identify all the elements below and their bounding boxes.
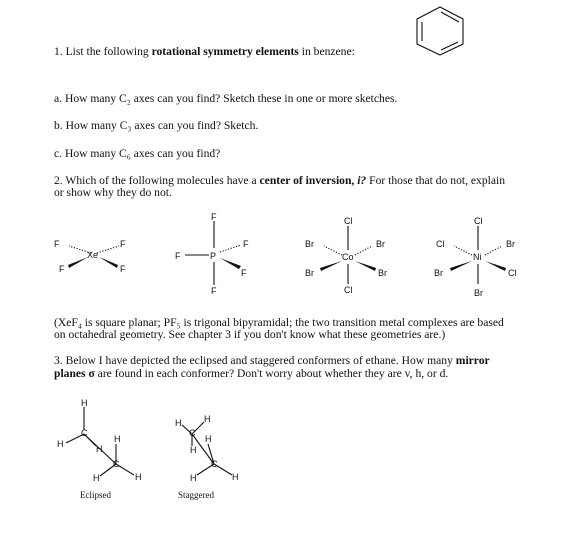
staggered-atom-c1: C — [189, 428, 196, 438]
q1-part-c: c. How many C₆ axes can you find? — [54, 147, 221, 160]
q2-prompt-line2: or show why they do not. — [54, 186, 172, 199]
pf5-ligand-f-lower-right: F — [241, 268, 247, 278]
staggered-atom-h6: H — [232, 472, 239, 482]
ni-ligand-br-bottom: Br — [474, 288, 483, 298]
q3-prompt-line1: 3. Below I have depicted the eclipsed and staggered conformers of ethane. How many mirror — [54, 354, 490, 367]
ni-ligand-cl-upper-left: Cl — [436, 239, 445, 249]
xef4-center-xe: Xe — [87, 250, 99, 260]
staggered-atom-h5: H — [190, 473, 197, 483]
ni-center: Ni — [473, 252, 482, 262]
eclipsed-atom-c2: C — [113, 459, 120, 469]
co-ligand-cl-bottom: Cl — [344, 285, 353, 295]
ni-ligand-cl-lower-right: Cl — [508, 268, 517, 278]
pf5-ligand-f-upper-right: F — [243, 239, 249, 249]
xef4-ligand-f1: F — [54, 239, 60, 249]
ni-ligand-cl-top: Cl — [474, 216, 483, 226]
pf5-ligand-f-top: F — [211, 212, 217, 222]
eclipsed-atom-h4: H — [114, 434, 121, 444]
xef4-ligand-f3: F — [59, 264, 65, 274]
xef4-structure — [55, 228, 125, 278]
q1-part-a: a. How many C₂ axes can you find? Sketch these in one or more sketches. — [54, 92, 398, 105]
ethane-staggered-structure — [152, 398, 252, 488]
pf5-ligand-f-left: F — [175, 251, 181, 261]
eclipsed-label: Eclipsed — [80, 490, 111, 500]
eclipsed-atom-h1: H — [81, 398, 88, 408]
co-ligand-br-upper-left: Br — [305, 239, 314, 249]
eclipsed-atom-c1: C — [81, 428, 88, 438]
q2-geometry-note-line1: (XeF₄ is square planar; PF₅ is trigonal bipyramidal; the two transition metal complexes are based — [54, 316, 504, 329]
xef4-ligand-f4: F — [120, 264, 126, 274]
staggered-label: Staggered — [178, 490, 214, 500]
co-center: Co — [342, 252, 354, 262]
eclipsed-atom-h5: H — [93, 473, 100, 483]
co-ligand-cl-top: Cl — [344, 216, 353, 226]
staggered-atom-h2: H — [204, 414, 211, 424]
eclipsed-atom-h3: H — [96, 444, 103, 454]
ni-complex-structure — [430, 214, 530, 304]
pf5-center-p: P — [210, 251, 217, 261]
pf5-ligand-f-bottom: F — [211, 286, 217, 296]
xef4-ligand-f2: F — [120, 239, 126, 249]
q1-part-b: b. How many C₃ axes can you find? Sketch. — [54, 119, 259, 132]
q3-prompt-line2: planes σ are found in each conformer? Don't worry about whether they are v, h, or d. — [54, 367, 449, 380]
co-complex-structure — [300, 214, 400, 304]
staggered-atom-h4: H — [205, 434, 212, 444]
staggered-atom-c2: C — [211, 459, 218, 469]
q2-geometry-note-line2: on octahedral geometry. See chapter 3 if you don't know what these geometries are.) — [54, 328, 446, 341]
ni-ligand-br-lower-left: Br — [434, 268, 443, 278]
staggered-atom-h1: H — [175, 418, 182, 428]
eclipsed-atom-h6: H — [135, 472, 142, 482]
co-ligand-br-lower-right: Br — [378, 268, 387, 278]
q2-prompt: 2. Which of the following molecules have a center of inversion, i? For those that do not, explain — [54, 174, 506, 187]
eclipsed-atom-h2: H — [57, 439, 64, 449]
benzene-structure — [410, 4, 470, 56]
co-ligand-br-upper-right: Br — [376, 239, 385, 249]
q1-intro: 1. List the following rotational symmetry elements in benzene: — [54, 45, 355, 58]
ni-ligand-br-upper-right: Br — [506, 239, 515, 249]
pf5-structure — [175, 210, 255, 300]
co-ligand-br-lower-left: Br — [305, 268, 314, 278]
staggered-atom-h3: H — [190, 445, 197, 455]
ethane-eclipsed-structure — [52, 398, 152, 488]
